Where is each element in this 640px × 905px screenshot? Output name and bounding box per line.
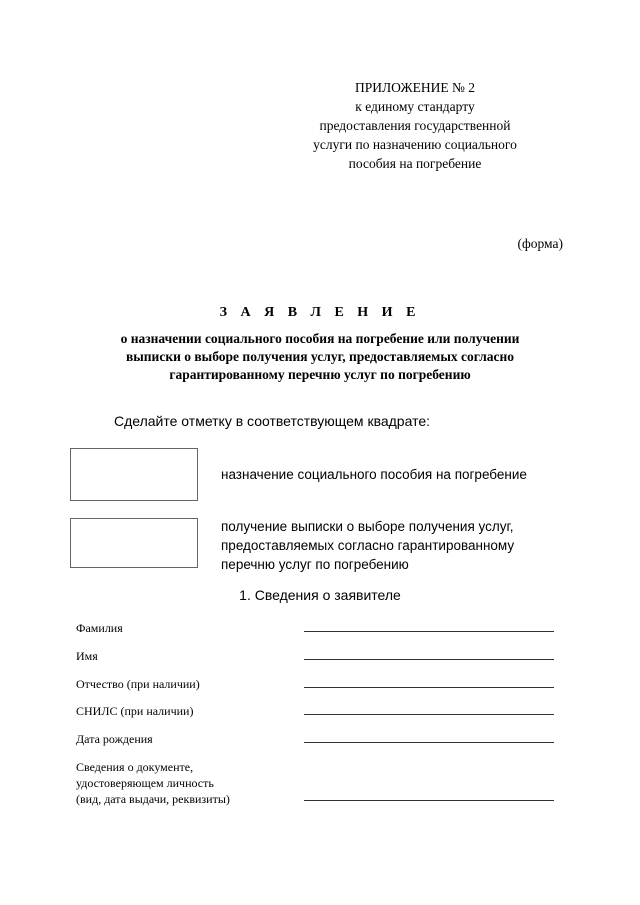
appendix-header bbox=[300, 78, 530, 173]
field-label-id-document bbox=[76, 759, 230, 807]
option-checkbox-extract[interactable] bbox=[70, 518, 198, 568]
field-label-line: Сведения о документе, bbox=[76, 760, 194, 774]
option-label-line: получение выписки о выборе получения услуг, bbox=[221, 519, 514, 534]
field-input-name[interactable] bbox=[304, 659, 554, 660]
option-label-benefit bbox=[221, 465, 527, 484]
subtitle-line: гарантированному перечню услуг по погребению bbox=[169, 367, 471, 382]
instruction-text: Сделайте отметку в соответствующем квадрате: bbox=[114, 413, 431, 429]
option-label-line: назначение социального пособия на погребение bbox=[221, 467, 527, 482]
subtitle-line: выписки о выборе получения услуг, предоставляемых согласно bbox=[125, 349, 515, 364]
field-label-line: (вид, дата выдачи, реквизиты) bbox=[76, 792, 230, 806]
appendix-line: пособия на погребение bbox=[348, 156, 482, 171]
field-label-snils bbox=[76, 703, 193, 719]
field-label-line: Фамилия bbox=[76, 621, 123, 635]
appendix-line: предоставления государственной bbox=[319, 118, 511, 133]
field-input-snils[interactable] bbox=[304, 714, 554, 715]
option-label-line: предоставляемых согласно гарантированному bbox=[221, 538, 515, 553]
document-subtitle bbox=[60, 330, 580, 384]
document-title: З А Я В Л Е Н И Е bbox=[219, 305, 421, 320]
appendix-line: услуги по назначению социального bbox=[313, 137, 517, 152]
field-input-id-document[interactable] bbox=[304, 800, 554, 801]
appendix-line: к единому стандарту bbox=[355, 99, 475, 114]
option-label-line: перечню услуг по погребению bbox=[221, 557, 409, 572]
field-input-surname[interactable] bbox=[304, 631, 554, 632]
field-label-line: Дата рождения bbox=[76, 732, 153, 746]
field-input-patronymic[interactable] bbox=[304, 687, 554, 688]
option-checkbox-benefit[interactable] bbox=[70, 448, 198, 501]
field-input-birthdate[interactable] bbox=[304, 742, 554, 743]
field-label-line: удостоверяющем личность bbox=[76, 776, 214, 790]
field-label-patronymic bbox=[76, 676, 200, 692]
field-label-line: Имя bbox=[76, 649, 98, 663]
field-label-name bbox=[76, 648, 98, 664]
section-title: 1. Сведения о заявителе bbox=[239, 587, 401, 603]
field-label-line: СНИЛС (при наличии) bbox=[76, 704, 194, 718]
subtitle-line: о назначении социального пособия на погребение или получении bbox=[120, 331, 520, 346]
field-label-birthdate bbox=[76, 731, 153, 747]
appendix-line: ПРИЛОЖЕНИЕ № 2 bbox=[354, 80, 476, 95]
field-label-surname bbox=[76, 620, 123, 636]
field-label-line: Отчество (при наличии) bbox=[76, 677, 200, 691]
option-label-extract bbox=[221, 517, 514, 574]
form-note: (форма) bbox=[517, 236, 563, 251]
